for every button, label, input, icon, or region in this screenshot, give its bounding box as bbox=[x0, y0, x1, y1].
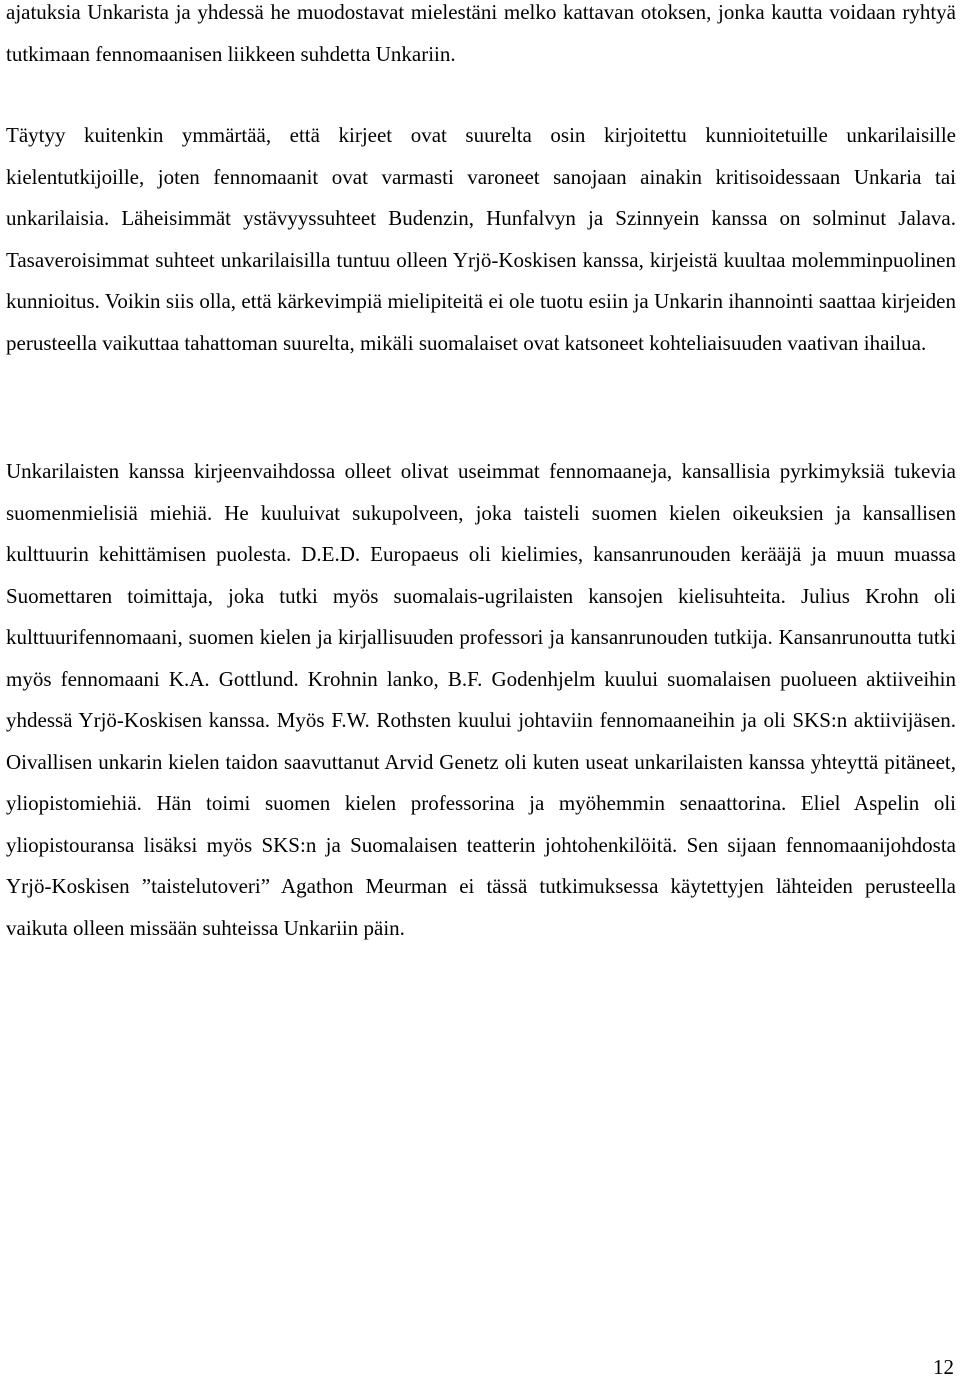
paragraph-2: Täytyy kuitenkin ymmärtää, että kirjeet ovat suurelta osin kirjoitettu kunnioitetuille unkarilaisille kielentutkijoille, joten fennomaanit ovat varmasti varoneet sanojaan ainakin kritisoidessaan Unkaria tai unkarilaisia. Läheisimmät ystävyyssuhteet Budenzin, Hunfalvyn ja Szinnyein kanssa on solminut Jalava. Tasaveroisimmat suhteet unkarilaisilla tuntuu olleen Yrjö-Koskisen kanssa, kirjeistä kuultaa molemminpuolinen kunnioitus. Voikin siis olla, että kärkevimpiä mielipiteitä ei ole tuotu esiin ja Unkarin ihannointi saattaa kirjeiden perusteella vaikuttaa tahattoman suurelta, mikäli suomalaiset ovat katsoneet kohteliaisuuden vaativan ihailua. bbox=[6, 123, 956, 355]
paragraph-1: ajatuksia Unkarista ja yhdessä he muodostavat mielestäni melko kattavan otoksen, jonka kautta voidaan ryhtyä tutkimaan fennomaanisen liikkeen suhdetta Unkariin. bbox=[6, 0, 956, 66]
paragraph-3: Unkarilaisten kanssa kirjeenvaihdossa olleet olivat useimmat fennomaaneja, kansallisia pyrkimyksiä tukevia suomenmielisiä miehiä. He kuuluivat sukupolveen, joka taisteli suomen kielen oikeuksien ja kansallisen kulttuurin kehittämisen puolesta. D.E.D. Europaeus oli kielimies, kansanrunouden kerääjä ja muun muassa Suomettaren toimittaja, joka tutki myös suomalais-ugrilaisten kansojen kielisuhteita. Julius Krohn oli kulttuurifennomaani, suomen kielen ja kirjallisuuden professori ja kansanrunouden tutkija. Kansanrunoutta tutki myös fennomaani K.A. Gottlund. Krohnin lanko, B.F. Godenhjelm kuului suomalaisen puolueen aktiiveihin yhdessä Yrjö-Koskisen kanssa. Myös F.W. Rothsten kuului johtaviin fennomaaneihin ja oli SKS:n aktiivijäsen. Oivallisen unkarin kielen taidon saavuttanut Arvid Genetz oli kuten useat unkarilaisten kanssa yhteyttä pitäneet, yliopistomiehiä. Hän toimi suomen kielen professorina ja myöhemmin senaattorina. Eliel Aspelin oli yliopistouransa lisäksi myös SKS:n ja Suomalaisen teatterin johtohenkilöitä. Sen sijaan fennomaanijohdosta Yrjö-Koskisen ”taistelutoveri” Agathon Meurman ei tässä tutkimuksessa käytettyjen lähteiden perusteella vaikuta olleen missään suhteissa Unkariin päin. bbox=[6, 459, 956, 940]
page-number: 12 bbox=[933, 1355, 954, 1379]
